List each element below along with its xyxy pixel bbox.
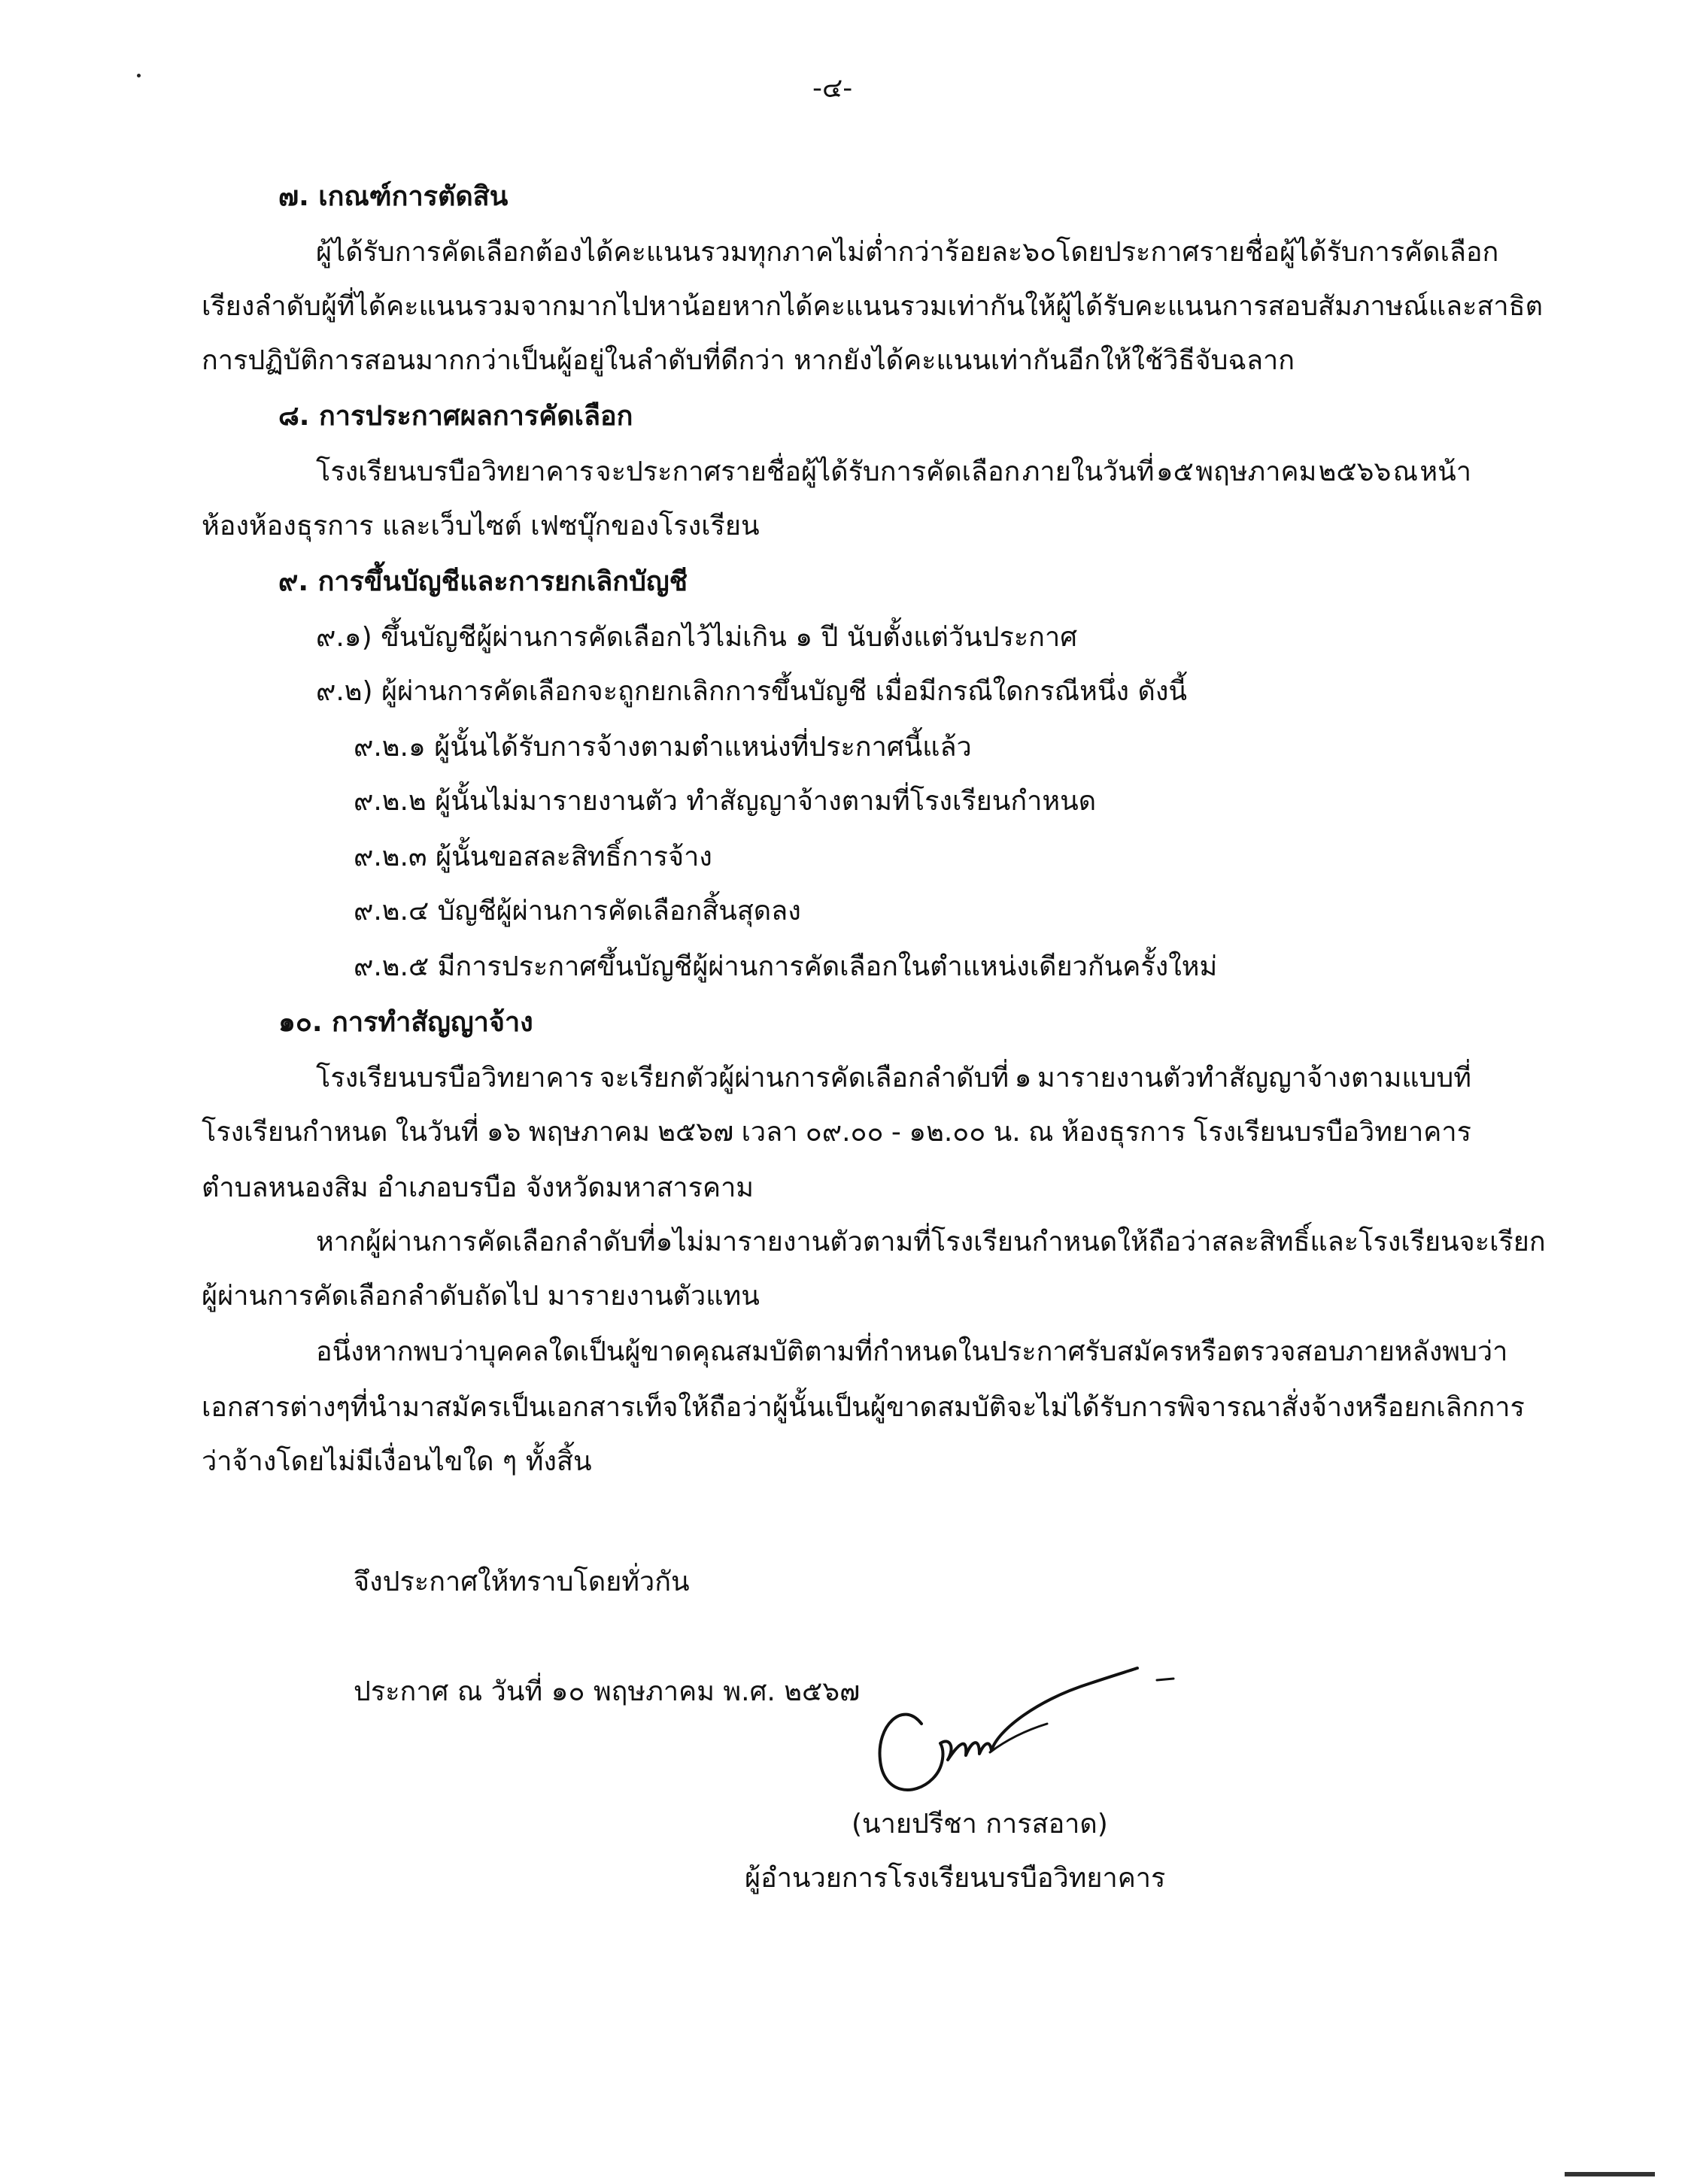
- text-segment: โรงเรียนบรบือวิทยาคาร: [1193, 1117, 1471, 1148]
- text-segment: ๑: [1014, 1063, 1032, 1094]
- text-segment: หากผู้ผ่านการคัดเลือกลำดับที่: [316, 1227, 656, 1257]
- text-segment: ๆ: [335, 1392, 351, 1423]
- text-segment: พฤษภาคม: [528, 1117, 650, 1148]
- text-segment: เรียงลำดับผู้ที่ได้คะแนนรวมจากมากไปหาน้อย: [202, 291, 733, 322]
- text-segment: ให้ถือว่าผู้นั้นเป็นผู้ขาดสมบัติจะไม่ได้รับการพิจารณาสั่งจ้างหรือยกเลิกการ: [678, 1392, 1525, 1423]
- signer-name: (นายปรีชา การสอาด): [852, 1809, 1108, 1840]
- text-segment: ๑: [655, 1227, 673, 1257]
- section-10-heading: ๑๐. การทำสัญญาจ้าง: [278, 1007, 533, 1038]
- text-segment: เอกสารต่าง: [202, 1392, 336, 1423]
- text-segment: ในวันที่: [395, 1117, 479, 1148]
- section-7-heading: ๗. เกณฑ์การตัดสิน: [278, 181, 509, 212]
- closing-statement: จึงประกาศให้ทราบโดยทั่วกัน: [354, 1567, 690, 1597]
- section-10-para-2-line-1: [316, 1224, 1546, 1260]
- signature-image: [858, 1655, 1204, 1805]
- section-8-line-1: [316, 454, 1471, 490]
- section-9-item-2: ๙.๒) ผู้ผ่านการคัดเลือกจะถูกยกเลิกการขึ้นบัญชี เมื่อมีกรณีใดกรณีหนึ่ง ดังนี้: [316, 676, 1188, 707]
- section-10-para-1-line-2: [202, 1115, 1471, 1151]
- text-segment: โดยประกาศรายชื่อผู้ได้รับการคัดเลือก: [1056, 237, 1499, 268]
- section-7-line-1: [316, 235, 1499, 271]
- scan-speck: [137, 74, 141, 77]
- scan-edge-mark: [1565, 2172, 1655, 2176]
- text-segment: โรงเรียนกำหนด: [202, 1117, 388, 1148]
- text-segment: จะเรียกตัวผู้ผ่านการคัดเลือกลำดับที่: [599, 1063, 1009, 1094]
- section-10-para-3-line-3: ว่าจ้างโดยไม่มีเงื่อนไขใด ๆ ทั้งสิ้น: [202, 1446, 592, 1477]
- text-segment: มารายงานตัวทำสัญญาจ้างตามแบบที่: [1037, 1063, 1471, 1094]
- announcement-date: ประกาศ ณ วันที่ ๑๐ พฤษภาคม พ.ศ. ๒๕๖๗: [354, 1676, 861, 1707]
- signer-title: ผู้อำนวยการโรงเรียนบรบือวิทยาคาร: [745, 1863, 1166, 1894]
- section-7-line-3: การปฏิบัติการสอนมากกว่าเป็นผู้อยู่ในลำดับที่ดีกว่า หากยังได้คะแนนเท่ากันอีกให้ใช้วิธีจับฉลาก: [202, 345, 1295, 376]
- text-segment: เวลา: [741, 1117, 798, 1148]
- text-segment: และโรงเรียนจะเรียก: [1310, 1227, 1546, 1257]
- text-segment: ๐๙.๐๐: [805, 1117, 884, 1148]
- section-7-line-2: [202, 289, 1543, 325]
- section-9-item-2-1: ๙.๒.๑ ผู้นั้นได้รับการจ้างตามตำแหน่งที่ประกาศนี้แล้ว: [354, 732, 972, 763]
- text-segment: จะประกาศรายชื่อผู้ได้รับการคัดเลือก: [595, 457, 1021, 487]
- page-number: -๔-: [812, 73, 853, 104]
- text-segment: ไม่ต่ำกว่าร้อยละ: [833, 237, 1023, 268]
- section-10-para-3-line-1: [316, 1334, 1508, 1370]
- text-segment: ที่นำมาสมัครเป็นเอกสารเท็จ: [350, 1392, 679, 1423]
- text-segment: ไม่มารายงานตัวตามที่โรงเรียนกำหนดให้ถือว่าสละสิทธิ์: [672, 1227, 1310, 1257]
- text-segment: บุคคลใดเป็นผู้ขาดคุณสมบัติตามที่กำหนดในประกาศรับสมัครหรือตรวจสอบภายหลังพบว่า: [478, 1336, 1508, 1367]
- text-segment: ภายในวันที่: [1022, 457, 1155, 487]
- section-9-item-2-2: ๙.๒.๒ ผู้นั้นไม่มารายงานตัว ทำสัญญาจ้างตามที่โรงเรียนกำหนด: [354, 786, 1097, 817]
- section-10-para-1-line-3: ตำบลหนองสิม อำเภอบรบือ จังหวัดมหาสารคาม: [202, 1172, 754, 1203]
- text-segment: ณ: [1028, 1117, 1054, 1148]
- text-segment: ๖๐: [1022, 237, 1057, 268]
- text-segment: โรงเรียนบรบือวิทยาคาร: [316, 1063, 594, 1094]
- section-9-item-2-5: ๙.๒.๕ มีการประกาศขึ้นบัญชีผู้ผ่านการคัดเลือกในตำแหน่งเดียวกันครั้งใหม่: [354, 951, 1218, 982]
- section-10-para-3-line-2: [202, 1390, 1525, 1426]
- text-segment: ๒๕๖๖: [1318, 457, 1392, 487]
- section-10-para-1-line-1: [316, 1060, 1471, 1097]
- section-8-heading: ๘. การประกาศผลการคัดเลือก: [278, 401, 633, 432]
- section-9-heading: ๙. การขึ้นบัญชีและการยกเลิกบัญชี: [278, 566, 688, 597]
- section-10-para-2-line-2: ผู้ผ่านการคัดเลือกลำดับถัดไป มารายงานตัวแทน: [202, 1281, 760, 1312]
- text-segment: ผู้ได้รับการคัดเลือกต้องได้คะแนนรวมทุกภาค: [316, 237, 834, 268]
- text-segment: หน้า: [1419, 457, 1471, 487]
- text-segment: หากได้คะแนนรวมเท่ากันให้ผู้ได้รับคะแนนการสอบสัมภาษณ์และสาธิต: [732, 291, 1543, 322]
- text-segment: ๑๖: [486, 1117, 521, 1148]
- text-segment: ห้องธุรการ: [1061, 1117, 1186, 1148]
- text-segment: อนึ่งหากพบว่า: [316, 1336, 479, 1367]
- text-segment: ๑๕: [1155, 457, 1194, 487]
- section-9-item-1: ๙.๑) ขึ้นบัญชีผู้ผ่านการคัดเลือกไว้ไม่เกิน ๑ ปี นับตั้งแต่วันประกาศ: [316, 622, 1078, 653]
- section-9-item-2-4: ๙.๒.๔ บัญชีผู้ผ่านการคัดเลือกสิ้นสุดลง: [354, 896, 801, 927]
- text-segment: ณ: [1392, 457, 1419, 487]
- text-segment: พฤษภาคม: [1195, 457, 1317, 487]
- text-segment: -: [891, 1117, 901, 1148]
- section-8-line-2: ห้องห้องธุรการ และเว็บไซต์ เฟซบุ๊กของโรงเรียน: [202, 511, 760, 541]
- text-segment: ๒๕๖๗: [657, 1117, 734, 1148]
- text-segment: ๑๒.๐๐: [909, 1117, 986, 1148]
- section-9-item-2-3: ๙.๒.๓ ผู้นั้นขอสละสิทธิ์การจ้าง: [354, 842, 712, 872]
- text-segment: โรงเรียนบรบือวิทยาคาร: [316, 457, 594, 487]
- text-segment: น.: [993, 1117, 1021, 1148]
